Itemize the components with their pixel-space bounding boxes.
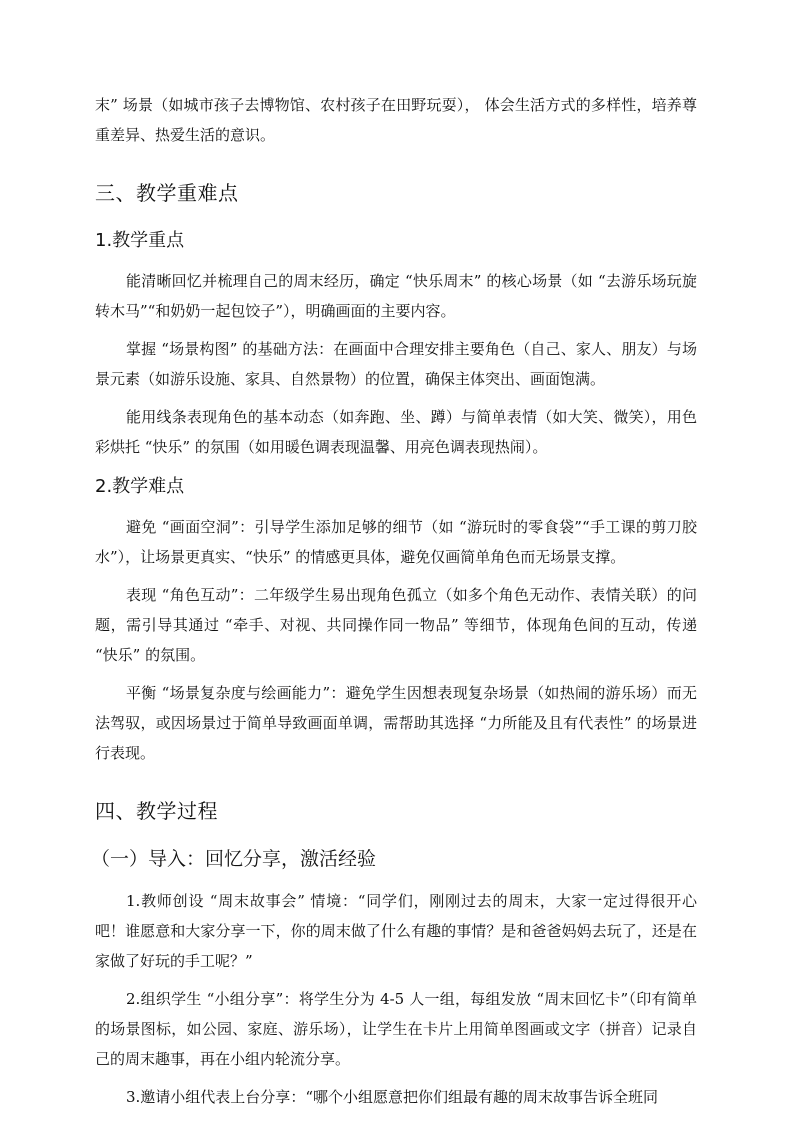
subheading-introduction: （一）导入：回忆分享，激活经验 [91, 848, 377, 870]
document-content [91, 90, 697, 1120]
difficulty-paragraph: 表现 “角色互动”：二年级学生易出现角色孤立（如多个角色无动作、表情关联）的问题，需引导其通过 “牵手、对视、共同操作同一物品” 等细节，体现角色间的互动，传递 “快乐” 的氛围。 [95, 586, 697, 664]
intro-paragraph: 末” 场景（如城市孩子去博物馆、农村孩子在田野玩耍）， 体会生活方式的多样性，培养尊重差异、热爱生活的意识。 [95, 96, 697, 144]
difficulty-paragraph: 避免 “画面空洞”：引导学生添加足够的细节（如 “游玩时的零食袋”“手工课的剪刀胶水”），让场景更真实、“快乐” 的情感更具体，避免仅画简单角色而无场景支撑。 [95, 518, 697, 566]
difficulty-paragraph: 平衡 “场景复杂度与绘画能力”：避免学生因想表现复杂场景（如热闹的游乐场）而无法驾驭，或因场景过于简单导致画面单调，需帮助其选择 “力所能及且有代表性” 的场景进行表现。 [95, 684, 697, 762]
focus-paragraph: 能清晰回忆并梳理自己的周末经历，确定 “快乐周末” 的核心场景（如 “去游乐场玩旋转木马”“和奶奶一起包饺子”），明确画面的主要内容。 [95, 272, 697, 320]
focus-paragraph: 能用线条表现角色的基本动态（如奔跑、坐、蹲）与简单表情（如大笑、微笑），用色彩烘托 “快乐” 的氛围（如用暖色调表现温馨、用亮色调表现热闹）。 [95, 408, 697, 456]
section-heading-key-difficult-points: 三、教学重难点 [95, 181, 239, 205]
section-heading-teaching-process: 四、教学过程 [95, 799, 218, 823]
process-paragraph: 2.组织学生 “小组分享”：将学生分为 4-5 人一组，每组发放 “周末回忆卡”（印有简单的场景图标，如公园、家庭、游乐场），让学生在卡片上用简单图画或文字（拼音）记录自己的周末趣事，再在小组内轮流分享。 [95, 990, 697, 1068]
process-paragraph: 1.教师创设 “周末故事会” 情境：“同学们，刚刚过去的周末，大家一定过得很开心吧！谁愿意和大家分享一下，你的周末做了什么有趣的事情？是和爸爸妈妈去玩了，还是在家做了好玩的手工呢？” [95, 892, 697, 970]
subheading-teaching-focus: 1.教学重点 [95, 230, 185, 251]
subheading-teaching-difficulty: 2.教学难点 [95, 476, 185, 497]
focus-paragraph: 掌握 “场景构图” 的基础方法：在画面中合理安排主要角色（自己、家人、朋友）与场景元素（如游乐设施、家具、自然景物）的位置，确保主体突出、画面饱满。 [95, 340, 697, 388]
process-paragraph: 3.邀请小组代表上台分享：“哪个小组愿意把你们组最有趣的周末故事告诉全班同 [126, 1088, 658, 1106]
